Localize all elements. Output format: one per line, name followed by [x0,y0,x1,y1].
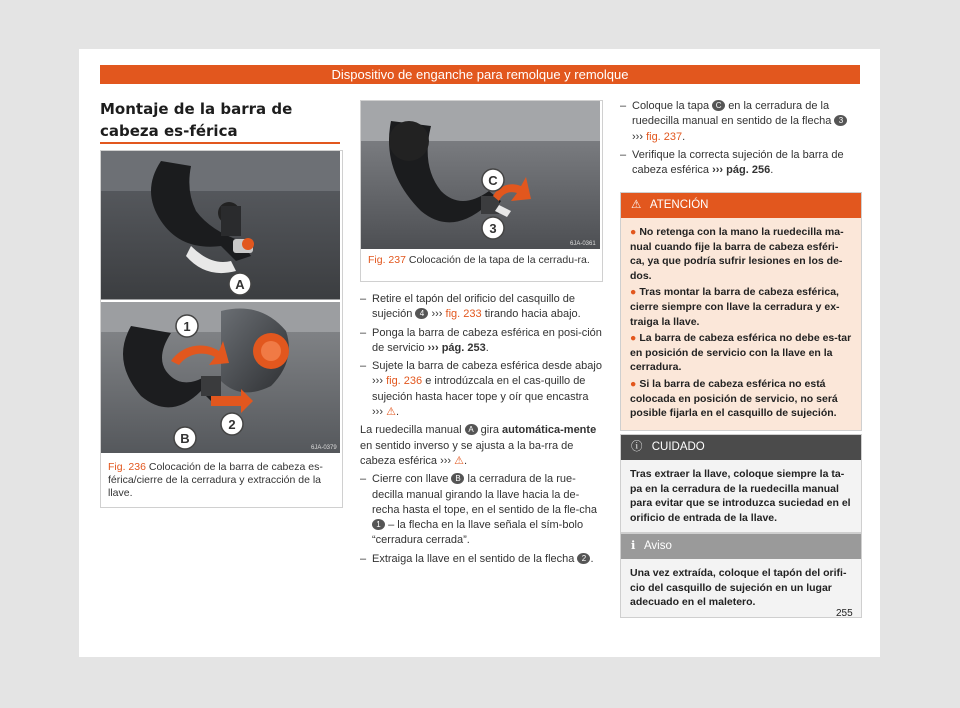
step-service-position: – Ponga la barra de cabeza esférica en posi-ción de servicio ››› pág. 253. [360,326,602,354]
chapter-header: Dispositivo de enganche para remolque y remolque [100,65,860,84]
info-icon: ℹ [631,540,636,552]
warning-triangle-icon[interactable]: ⚠ [386,406,396,419]
warning-item: ● No retenga con la mano la ruedecilla ma-nual cuando fije la barra de cabeza esféri-ca, ya que podría sufrir lesiones en los de-dos. [630,226,844,282]
callout-c-text: C [488,173,498,188]
caution-header [621,435,861,460]
step-remove-plug: – Retire el tapón del orificio del casquillo de sujeción 4 ››› fig. 233 tirando hacia abajo. [360,293,581,321]
callout-ref: 2 [577,553,590,564]
step-text: . [682,130,686,143]
warning-item: ● La barra de cabeza esférica no debe es-tar en posición de servicio con la llave en la cerradura. [630,332,852,374]
callout-ref: 1 [372,519,385,530]
warning-item-text: Tras montar la barra de cabeza esférica, cierre siempre con llave la cerradura y ex-traiga la llave. [630,286,840,328]
warning-header [621,193,861,218]
step-text: Extraiga la llave en el sentido de la flecha [372,552,575,565]
figure-236-code: 6JA-0379 [311,445,337,451]
link-pag-256[interactable]: pág. 256 [726,164,771,177]
ref-arrow: ››› [427,341,439,354]
caution-title: CUIDADO [651,441,705,453]
callout-ref: A [465,424,478,435]
callout-3-text: 3 [489,221,497,236]
link-fig-236[interactable]: fig. 236 [386,375,423,388]
link-pag-253[interactable]: pág. 253 [441,341,486,354]
title-divider [100,142,340,144]
note-title: Aviso [643,540,672,552]
figure-236-caption-text: Colocación de la barra de cabeza es-férica/cierre de la cerradura y extracción de la llave. [108,461,323,499]
callout-a [228,272,252,296]
warning-title: ATENCIÓN [649,199,709,211]
callout-ref: 3 [834,115,847,126]
warning-item-text: No retenga con la mano la ruedecilla ma-nual cuando fije la barra de cabeza esféri-ca, ya que podría sufrir lesiones en los de-dos. [630,226,844,282]
caution-box [620,434,862,533]
warning-triangle-icon[interactable]: ⚠ [454,454,465,467]
step-text: Ponga la barra de cabeza esférica en posi-ción de servicio [372,326,602,354]
callout-a-text: A [235,277,245,292]
ref-arrow: ››› [712,164,724,177]
figure-237-caption-text: Colocación de la tapa de la cerradu-ra. [408,254,590,266]
callout-ref: B [451,473,464,484]
step-text: . [485,341,489,354]
ref-arrow: ››› [431,308,443,321]
link-fig-237[interactable]: fig. 237 [646,130,683,143]
step-text: Retire el tapón del orificio del casquillo de sujeción [372,293,576,321]
note-box [620,533,862,618]
callout-b [173,426,197,450]
section-title: Montaje de la barra de cabeza es-férica [100,100,293,140]
step-text: . [770,164,774,177]
warning-item: ● Si la barra de cabeza esférica no está colocada en posición de servicio, no será posible fijarla en el casquillo de sujeción. [630,377,838,420]
para-text: en sentido inverso y se ajusta a la ba-rra de cabeza esférica [360,439,574,467]
callout-ref: 4 [415,308,428,319]
column-3-text [620,99,860,181]
step-text: Coloque la tapa [632,100,710,112]
step-remove-key: – Extraiga la llave en el sentido de la flecha 2 . [360,552,594,565]
para-bold: automática-mente [502,424,597,437]
warning-triangle-icon: ⚠ [631,199,642,211]
caution-circle-icon: ⓘ [631,441,643,453]
link-fig-233[interactable]: fig. 233 [445,308,482,321]
step-text: Cierre con llave [372,473,449,486]
step-place-cap: – Coloque la tapa C en la cerradura de la ruedecilla manual en sentido de la flecha 3 ››› fig. 237. [620,99,860,145]
step-text: e introdúzcala en el cas-quillo de sujeción hasta hacer tope y oír que encastra [372,375,589,403]
step-text: – la flecha en la llave señala el sím-bolo “cerradura cerrada”. [372,519,584,547]
step-text: tirando hacia abajo. [484,308,581,321]
callout-2 [220,412,244,436]
ref-arrow: ››› [632,130,643,143]
step-insert-bar: – Sujete la barra de cabeza esférica desde abajo ››› fig. 236 e introdúzcala en el cas-quillo de sujeción hasta hacer tope y oír que encastra ››› ⚠. [360,360,602,419]
ref-arrow: ››› [440,454,452,467]
figure-237-code: 6JA-0361 [570,241,596,247]
callout-b-text: B [180,431,190,446]
callout-2-text: 2 [228,417,236,432]
step-text: . [590,552,594,565]
paragraph-handwheel [360,423,602,469]
step-text: . [395,406,399,419]
para-text: . [464,454,468,467]
callout-ref: C [712,100,725,111]
warning-body [621,218,861,430]
ref-arrow: ››› [372,406,383,419]
figure-237-caption [368,254,596,267]
step-text: Sujete la barra de cabeza esférica desde abajo [372,360,602,373]
figure-236-caption [108,461,336,500]
callout-1 [175,314,199,338]
note-body: Una vez extraída, coloque el tapón del orifi-cio del casquillo de sujeción en un lugar adecuado en el maletero. [621,559,861,617]
warning-item-text: Si la barra de cabeza esférica no está colocada en posición de servicio, no será posible fijarla en el casquillo de sujeción. [630,377,838,420]
ref-arrow: ››› [372,375,383,388]
warning-item-text: La barra de cabeza esférica no debe es-tar en posición de servicio con la llave en la cerradura. [630,332,852,374]
step-text: la cerradura de la rue-decilla manual girando la llave hacia la de-recha hasta el tope, en el sentido de la fle-cha [372,473,598,516]
step-text: Verifique la correcta sujeción de la barra de cabeza esférica [632,148,844,177]
step-text: en la cerradura de la ruedecilla manual en sentido de la flecha [632,100,832,128]
caution-body: Tras extraer la llave, coloque siempre la ta-pa en la cerradura de la ruedecilla manual para evitar que se introduzca suciedad en el orificio de entrada de la llave. [621,460,861,532]
warning-item: ● Tras montar la barra de cabeza esférica, cierre siempre con llave la cerradura y ex-traiga la llave. [630,286,840,328]
note-header [621,534,861,559]
page-number: 255 [836,608,853,619]
callout-c [481,168,505,192]
figure-236-label: Fig. 236 [108,461,146,473]
figure-236-image [101,151,340,453]
para-text: La ruedecilla manual [360,424,462,437]
step-lock: – Cierre con llave B la cerradura de la rue-decilla manual girando la llave hacia la de-recha hasta el tope, en el sentido de la fle-cha 1 – la flecha en la llave señala el sím-bolo “cerradura cerrada”. [360,473,598,547]
callout-1-text: 1 [183,319,191,334]
warning-box [620,192,862,431]
column-2-text [360,292,602,570]
step-verify: – Verifique la correcta sujeción de la barra de cabeza esférica ››› pág. 256. [620,148,844,177]
para-text: gira [480,424,499,437]
figure-237-label: Fig. 237 [368,254,406,266]
callout-3 [481,216,505,240]
